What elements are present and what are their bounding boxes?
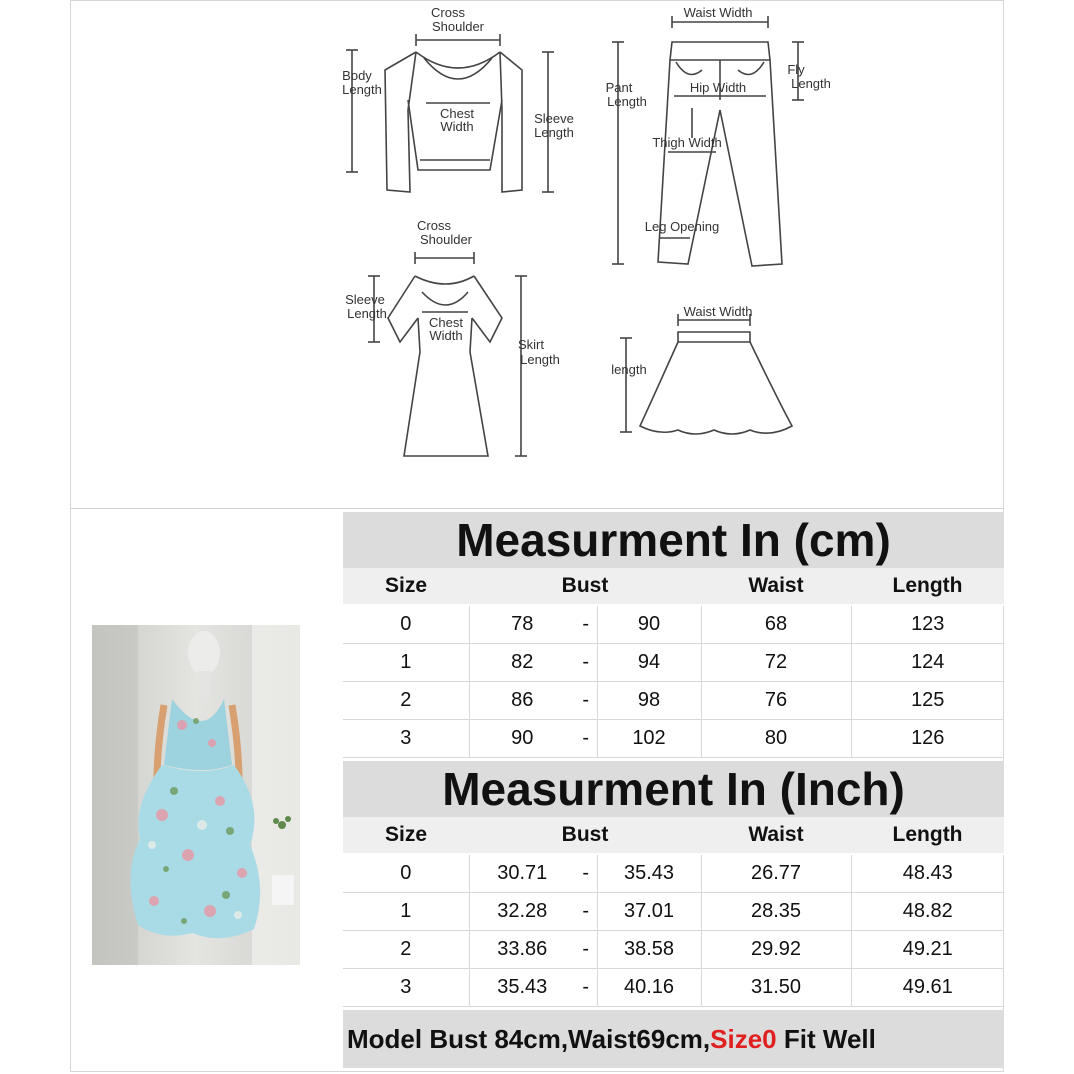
inch-length: 49.21 (851, 931, 1004, 969)
label-chest-width-2: Width (440, 119, 474, 134)
label-body-length-2: Length (342, 82, 382, 97)
cm-length: 124 (851, 644, 1004, 682)
table-row (343, 720, 1004, 758)
inch-bust-min: 30.71 (469, 855, 575, 893)
cm-waist: 68 (701, 606, 851, 644)
cm-bust-dash: - (575, 720, 597, 758)
inch-bust-max: 38.58 (597, 931, 701, 969)
inch-waist: 31.50 (701, 969, 851, 1007)
cm-bust-dash: - (575, 682, 597, 720)
inch-bust-min: 35.43 (469, 969, 575, 1007)
cm-table-title: Measurment In (cm) (343, 512, 1004, 568)
inch-header-bust: Bust (469, 817, 701, 853)
label-pant-length-1: Pant (605, 80, 633, 95)
inch-size: 1 (343, 893, 469, 931)
inch-table-title: Measurment In (Inch) (343, 761, 1004, 817)
model-fit-note (343, 1010, 1004, 1068)
cm-header-bust: Bust (469, 568, 701, 604)
cm-waist: 80 (701, 720, 851, 758)
label-fly-length-1: Fly (787, 62, 805, 77)
inch-table (343, 761, 1004, 1007)
inch-bust-min: 32.28 (469, 893, 575, 931)
model-photo (92, 625, 300, 965)
inch-size: 3 (343, 969, 469, 1007)
table-row (343, 682, 1004, 720)
cm-waist: 72 (701, 644, 851, 682)
cm-bust-min: 90 (469, 720, 575, 758)
label-chest-width-1: Chest (440, 106, 474, 121)
table-row (343, 644, 1004, 682)
label-dress-chest-width-1: Chest (429, 315, 463, 330)
label-leg-opening: Leg Opening (644, 219, 720, 234)
inch-header-length: Length (851, 817, 1004, 853)
label-skirt-length-2: Length (520, 352, 560, 367)
inch-header-size: Size (343, 817, 469, 853)
label-cross-shoulder-1: Cross (431, 5, 465, 20)
cm-bust-min: 78 (469, 606, 575, 644)
table-row (343, 855, 1004, 893)
dress-sketch (368, 252, 527, 456)
label-skirt-length-1: Skirt (518, 337, 544, 352)
inch-bust-dash: - (575, 855, 597, 893)
inch-bust-max: 37.01 (597, 893, 701, 931)
cm-bust-dash: - (575, 644, 597, 682)
cm-bust-max: 94 (597, 644, 701, 682)
note-highlight-size: Size0 (710, 1024, 777, 1054)
cm-header-length: Length (851, 568, 1004, 604)
label-hip-width: Hip Width (689, 80, 747, 95)
table-row (343, 931, 1004, 969)
label-dress-sleeve-length-2: Length (347, 306, 387, 321)
inch-length: 48.82 (851, 893, 1004, 931)
cm-size: 0 (343, 606, 469, 644)
cm-table (343, 512, 1004, 758)
inch-bust-dash: - (575, 969, 597, 1007)
inch-length: 48.43 (851, 855, 1004, 893)
inch-bust-dash: - (575, 931, 597, 969)
label-skirt-waist-width: Waist Width (683, 304, 753, 319)
note-prefix: Model Bust 84cm,Waist69cm, (347, 1024, 711, 1054)
inch-size: 0 (343, 855, 469, 893)
cm-size: 2 (343, 682, 469, 720)
cm-header-size: Size (343, 568, 469, 604)
label-skirt-length: length (611, 362, 647, 377)
cm-header-waist: Waist (701, 568, 851, 604)
table-row (343, 606, 1004, 644)
label-dress-chest-width-2: Width (429, 328, 463, 343)
cm-length: 123 (851, 606, 1004, 644)
inch-bust-dash: - (575, 893, 597, 931)
cm-bust-min: 86 (469, 682, 575, 720)
inch-length: 49.61 (851, 969, 1004, 1007)
label-body-length-1: Body (342, 68, 372, 83)
inch-bust-max: 35.43 (597, 855, 701, 893)
inch-waist: 28.35 (701, 893, 851, 931)
label-pant-length-2: Length (607, 94, 647, 109)
cm-bust-max: 90 (597, 606, 701, 644)
label-dress-cross-shoulder-1: Cross (417, 218, 451, 233)
measurement-diagram (70, 0, 1004, 508)
cm-bust-min: 82 (469, 644, 575, 682)
table-row (343, 969, 1004, 1007)
table-row (343, 893, 1004, 931)
label-sleeve-length-1: Sleeve (534, 111, 574, 126)
cm-bust-max: 102 (597, 720, 701, 758)
label-thigh-width: Thigh Width (652, 135, 722, 150)
inch-waist: 26.77 (701, 855, 851, 893)
label-waist-width: Waist Width (683, 5, 753, 20)
cm-length: 125 (851, 682, 1004, 720)
section-divider (70, 508, 1004, 509)
label-dress-cross-shoulder-2: Shoulder (419, 232, 473, 247)
cm-size: 1 (343, 644, 469, 682)
label-sleeve-length-2: Length (534, 125, 574, 140)
inch-header-waist: Waist (701, 817, 851, 853)
cm-length: 126 (851, 720, 1004, 758)
label-fly-length-2: Length (791, 76, 831, 91)
label-dress-sleeve-length-1: Sleeve (345, 292, 385, 307)
cm-bust-max: 98 (597, 682, 701, 720)
inch-bust-min: 33.86 (469, 931, 575, 969)
cm-waist: 76 (701, 682, 851, 720)
inch-bust-max: 40.16 (597, 969, 701, 1007)
note-suffix: Fit Well (776, 1024, 876, 1054)
cm-bust-dash: - (575, 606, 597, 644)
label-cross-shoulder-2: Shoulder (431, 19, 485, 34)
inch-waist: 29.92 (701, 931, 851, 969)
inch-size: 2 (343, 931, 469, 969)
cm-size: 3 (343, 720, 469, 758)
